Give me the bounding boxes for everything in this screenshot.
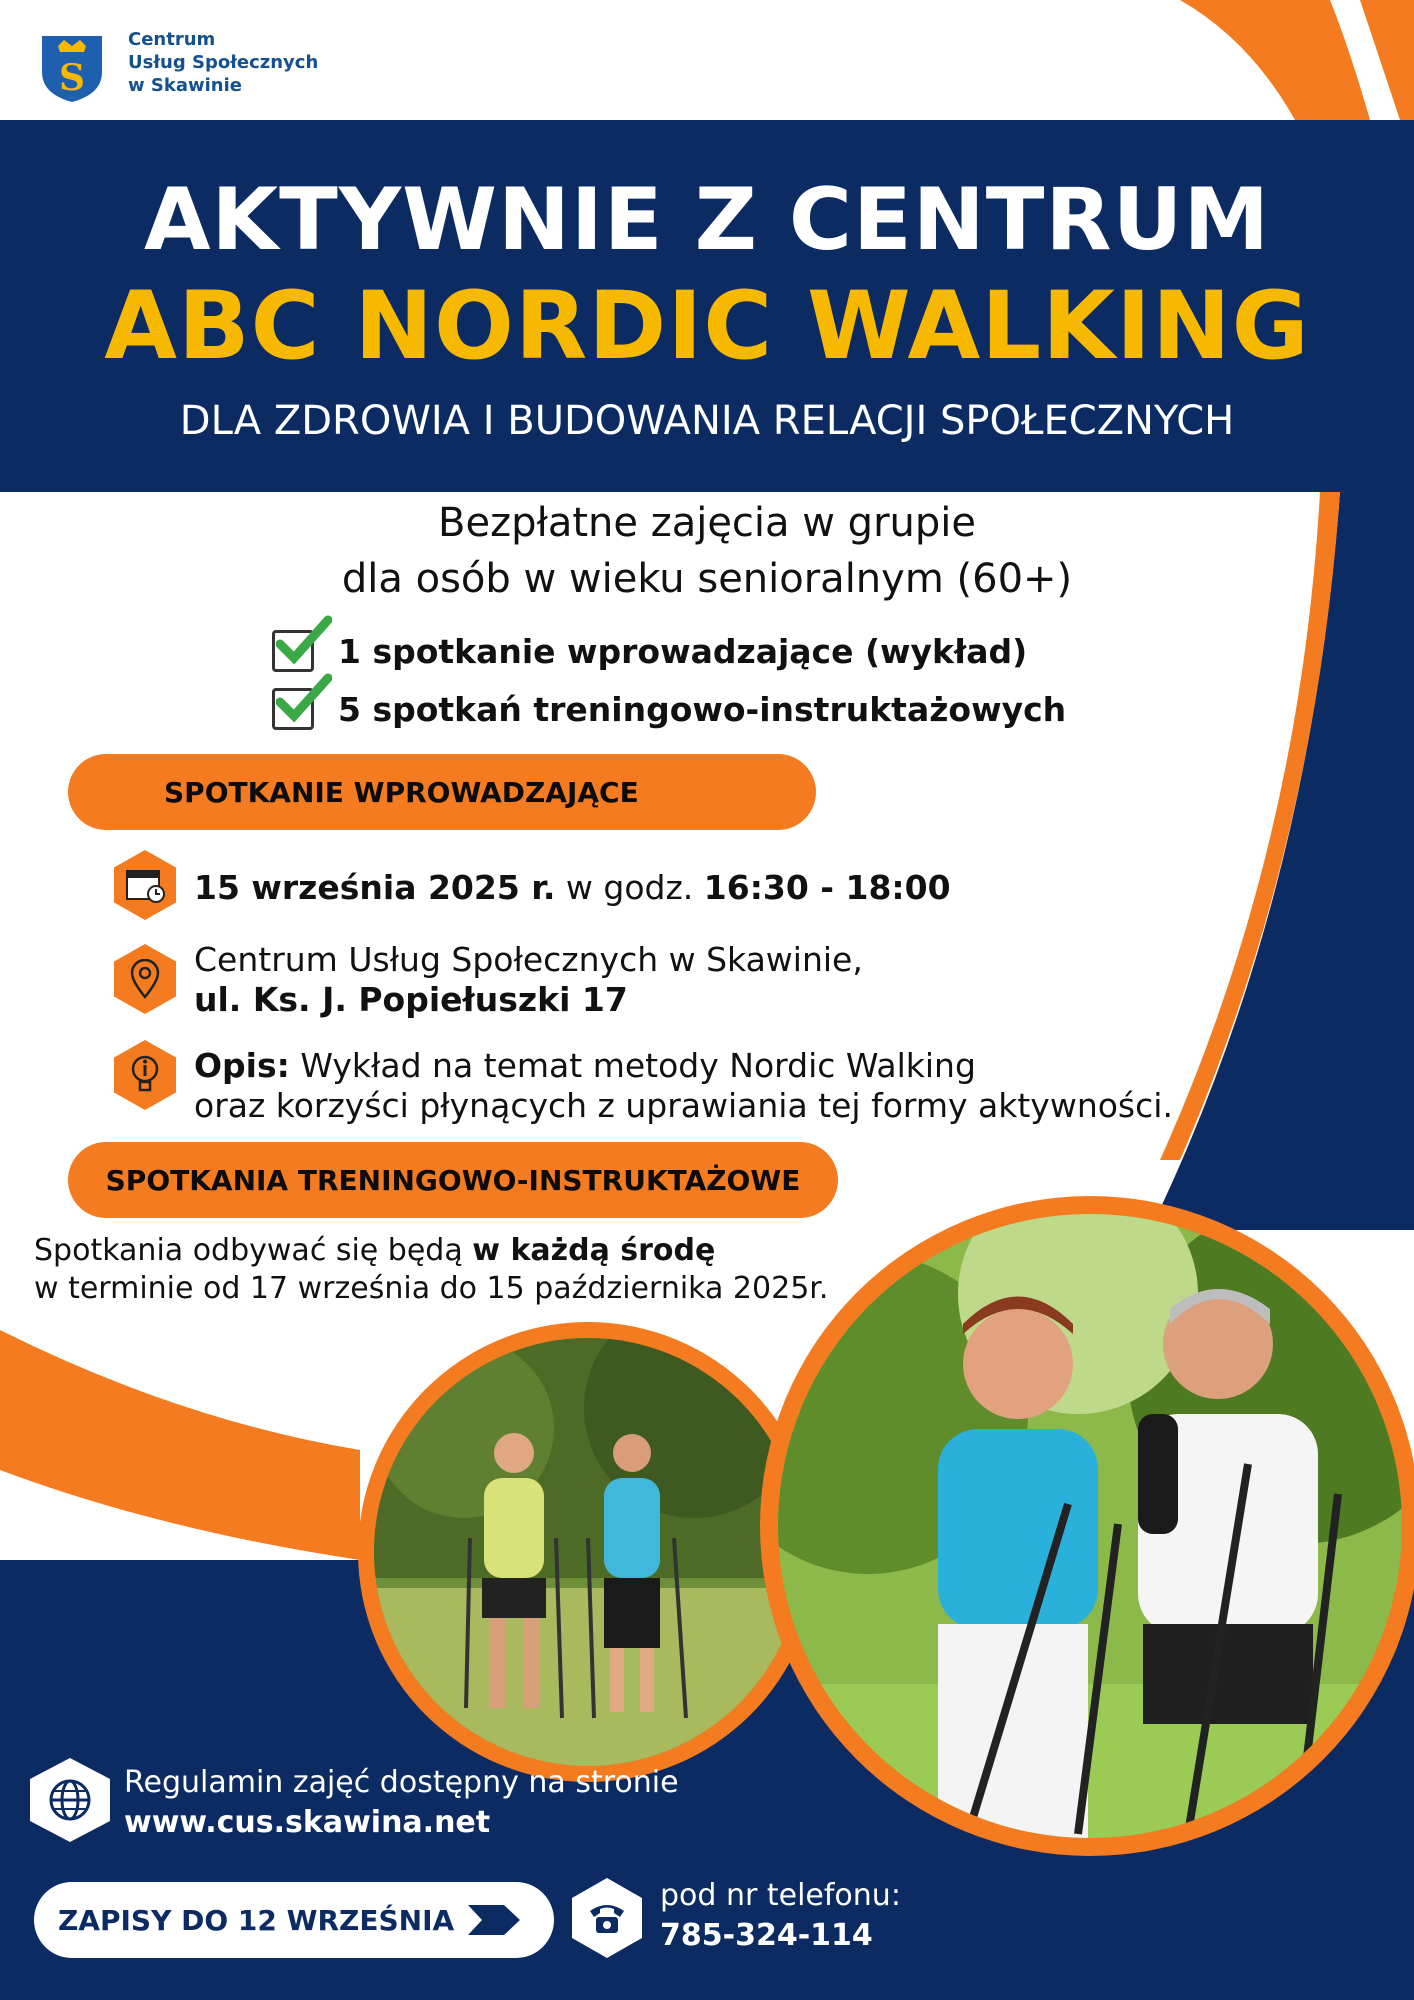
title-main: AKTYWNIE Z CENTRUM <box>143 170 1271 270</box>
org-name-line3: w Skawinie <box>128 75 242 96</box>
org-name-line1: Centrum <box>128 29 216 50</box>
rules-line: Regulamin zajęć dostępny na stronie <box>124 1765 679 1800</box>
photo-walkers-large <box>778 1214 1402 1838</box>
check-icon <box>272 688 314 730</box>
title-subtitle: DLA ZDROWIA I BUDOWANIA RELACJI SPOŁECZNYCH <box>179 398 1235 444</box>
check-item-label: 5 spotkań treningowo-instruktażowych <box>338 689 1067 729</box>
footer-rules <box>124 1763 679 1843</box>
description-line1: Wykład na temat metody Nordic Walking <box>289 1046 976 1085</box>
meeting-place <box>194 940 863 1020</box>
signup-deadline-text: ZAPISY DO 12 WRZEŚNIA <box>58 1903 455 1937</box>
svg-text:S: S <box>59 57 85 99</box>
intro-line1: Bezpłatne zajęcia w grupie <box>438 500 976 546</box>
meeting-place-line1: Centrum Usług Społecznych w Skawinie, <box>194 940 863 979</box>
meeting-date: 15 września 2025 r. <box>194 868 556 907</box>
training-schedule <box>34 1232 828 1308</box>
meeting-time-prefix: w godz. <box>555 868 704 907</box>
org-name-line2: Usług Społecznych <box>128 52 319 73</box>
title-accent: ABC NORDIC WALKING <box>104 272 1310 381</box>
phone-number[interactable]: 785-324-114 <box>660 1918 873 1953</box>
website-link[interactable]: www.cus.skawina.net <box>124 1805 491 1840</box>
org-name <box>128 28 318 97</box>
intro-meeting-heading-text: SPOTKANIE WPROWADZAJĄCE <box>164 775 639 809</box>
description-label: Opis: <box>194 1046 290 1085</box>
training-line1-bold: w każdą środę <box>472 1233 716 1268</box>
check-item-1 <box>272 630 1027 672</box>
signup-deadline-badge <box>34 1882 554 1958</box>
crest-logo <box>40 32 104 104</box>
chevron-right-icon <box>468 1905 520 1935</box>
training-line1-prefix: Spotkania odbywać się będą <box>34 1233 473 1268</box>
check-item-label: 1 spotkanie wprowadzające (wykład) <box>338 631 1028 671</box>
photo-walkers-small <box>374 1338 802 1766</box>
meeting-description <box>194 1046 1173 1126</box>
intro-line2: dla osób w wieku senioralnym (60+) <box>341 556 1073 602</box>
training-heading-text: SPOTKANIA TRENINGOWO-INSTRUKTAŻOWE <box>105 1163 801 1197</box>
check-item-2 <box>272 688 1066 730</box>
description-line2: oraz korzyści płynących z uprawiania tej formy aktywności. <box>194 1086 1173 1125</box>
meeting-place-line2: ul. Ks. J. Popiełuszki 17 <box>194 980 628 1019</box>
training-line2: w terminie od 17 września do 15 października 2025r. <box>34 1271 829 1306</box>
intro-meeting-heading <box>68 754 816 830</box>
meeting-time: 16:30 - 18:00 <box>703 868 951 907</box>
phone-label: pod nr telefonu: <box>660 1878 901 1913</box>
footer-phone <box>660 1876 901 1956</box>
training-heading <box>68 1142 838 1218</box>
meeting-datetime <box>194 868 951 908</box>
check-icon <box>272 630 314 672</box>
